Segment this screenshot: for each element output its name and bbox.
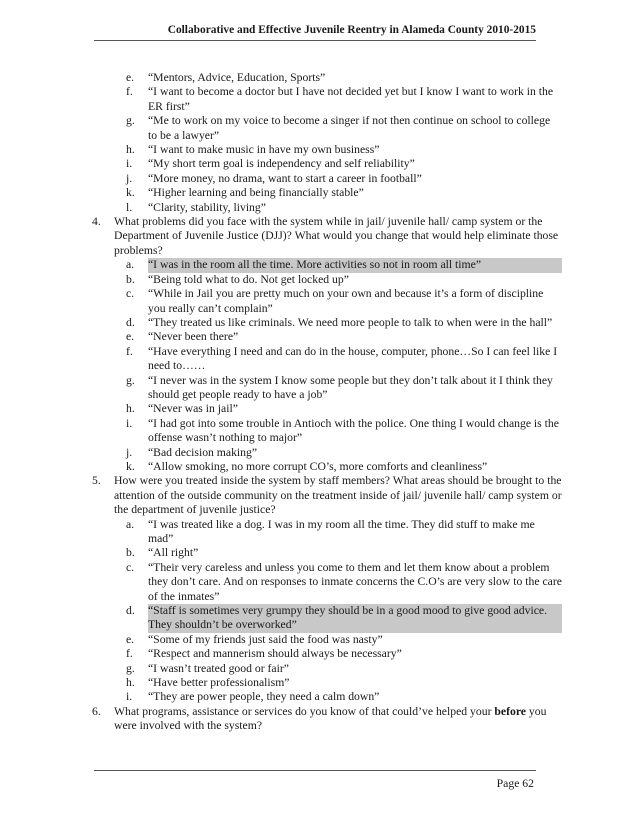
list-item: b. “All right” [126,546,199,560]
list-item: i. “My short term goal is independency and self reliability” [126,157,415,171]
list-item: f. “I want to become a doctor but I have not decided yet but I know I want to work in the ER first” [126,85,554,113]
emphasis: before [494,704,526,718]
list-item: i. “I had got into some trouble in Antioch with the police. One thing I would change is the offense wasn’t nothing to major” [126,416,559,445]
list-item: i. “They are power people, they need a calm down” [126,690,380,704]
list-item: g. “I never was in the system I know some people but they don’t talk about it I think they should get people ready to have a job” [126,373,553,401]
question-text: What problems did you face with the system while in jail/ juvenile hall/ camp system or the Department of Juvenile Justice (DJJ)? What would you change that would help eliminate those problems? [114,215,559,257]
list-item: l. “Clarity, stability, living” [126,200,266,214]
list-item: e. “Some of my friends just said the food was nasty” [126,632,383,646]
list-item: c. “While in Jail you are pretty much on your own and because it’s a form of discipline you really can’t complain” [126,287,544,315]
question-text: What programs, assistance or services do you know of that could’ve helped your before you were involved with the system? [114,704,547,733]
list-item: k. “Higher learning and being financially stable” [126,186,364,200]
list-item-highlighted: d. “Staff is sometimes very grumpy they should be in a good mood to give good advice. They shouldn’t be overworked” [92,604,562,633]
question-text: How were you treated inside the system by staff members? What areas should be brought to the attention of the outside community on the treatment inside of jail/ juvenile hall/ camp system or the department of juvenile justice? [114,474,562,517]
list-item: h. “Never was in jail” [126,402,238,416]
question-number: 4. [92,215,101,229]
list-item: j. “Bad decision making” [126,445,258,459]
list-item: a. “I was treated like a dog. I was in my room all the time. They did stuff to make me mad” [126,517,535,545]
document-body [92,71,562,734]
list-item: h. “Have better professionalism” [126,676,290,690]
list-item: h. “I want to make music in have my own business” [126,143,380,157]
list-item: c. “Their very careless and unless you come to them and let them know about a problem they don’t care. And on responses to inmate concerns the C.O’s are very slow to the care of the inmates” [126,560,562,603]
list-item: j. “More money, no drama, want to start a career in football” [126,171,422,185]
question-number: 6. [92,704,101,718]
question-5 [92,474,562,517]
list-item: e. “Never been there” [126,330,239,344]
header-rule [94,40,536,41]
list-item: f. “Have everything I need and can do in the house, computer, phone…So I can feel like I need to…… [126,344,558,373]
list-item: d. “They treated us like criminals. We need more people to talk to when were in the hall” [126,315,553,329]
footer-rule [94,770,536,771]
list-item: g. “I wasn’t treated good or fair” [126,661,289,675]
list-item: k. “Allow smoking, no more corrupt CO’s, more comforts and cleanliness” [126,459,488,473]
question-number: 5. [92,474,101,488]
question-4 [92,215,562,258]
list-item: b. “Being told what to do. Not get locked up” [126,272,349,286]
list-item: g. “Me to work on my voice to become a singer if not then continue on school to college to be a lawyer” [126,114,551,142]
list-item-highlighted: a. “I was in the room all the time. More activities so not in room all time” [92,258,562,272]
running-header: Collaborative and Effective Juvenile Reentry in Alameda County 2010-2015 [167,24,536,36]
question-6 [92,705,562,734]
list-item: e. “Mentors, Advice, Education, Sports” [126,71,326,84]
page-number: Page 62 [496,777,534,790]
list-item: f. “Respect and mannerism should always be necessary” [126,647,402,661]
